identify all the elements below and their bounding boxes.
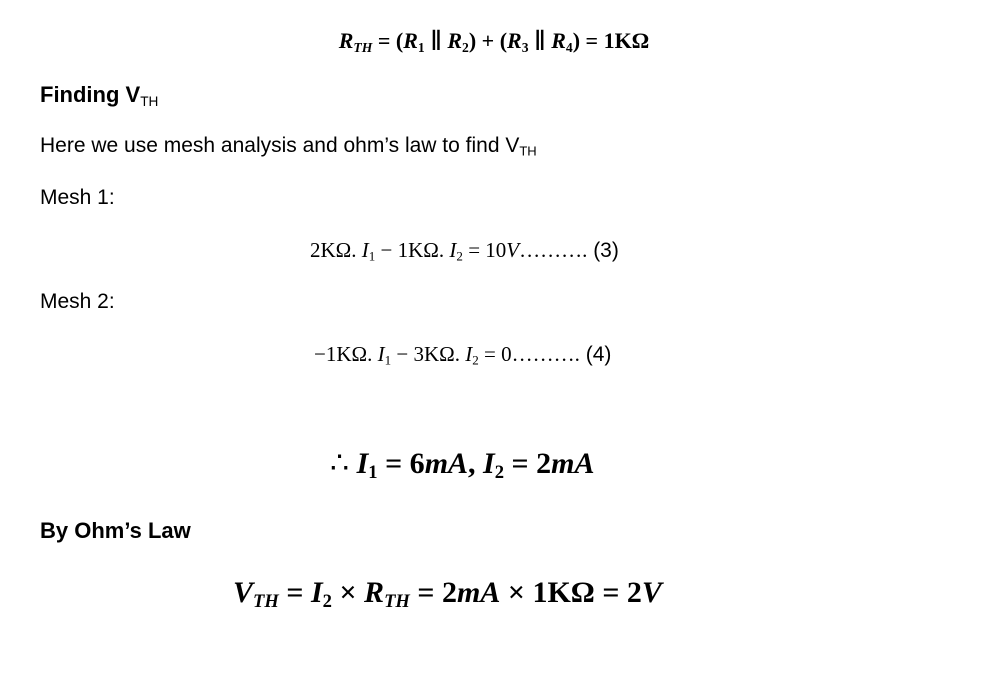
rth-value: = 1KΩ bbox=[580, 28, 650, 53]
equation-ref-4: (4) bbox=[579, 343, 612, 366]
rth-equation: $R_{TH} = (R_1$ ∥ $R_2) + (R_3$ ∥ $R_4) = 1K\Omega$ bbox=[338, 28, 650, 55]
mesh2-equation: −1KΩ. $I_1 - 3K\Omega$. $I_2$ = 0………. (4) bbox=[314, 342, 612, 368]
mesh1-equation: 2KΩ. $I_1 - 1K\Omega$. $I_2$ = 10V………. (3) bbox=[310, 238, 619, 264]
rth-symbol: $R_{TH}$ bbox=[338, 28, 373, 55]
heading-finding-vth: Finding $V_{TH}$ bbox=[40, 82, 159, 109]
vth-final-equation: $V_{TH} = I_2 \times R_{TH} = 2mA \times 1K\Omega = 2V$ bbox=[233, 576, 662, 613]
mesh1-label: Mesh 1: bbox=[40, 186, 115, 209]
mesh2-label: Mesh 2: bbox=[40, 290, 115, 313]
heading-ohms-law: By Ohm’s Law bbox=[40, 518, 191, 543]
intro-paragraph: Here we use mesh analysis and ohm’s law to find $V_{TH}$ bbox=[40, 134, 537, 159]
current-result: ∴ $I_1 = 6mA$, $I_2 = 2mA$ bbox=[330, 447, 595, 484]
equation-ref-3: (3) bbox=[587, 239, 619, 262]
